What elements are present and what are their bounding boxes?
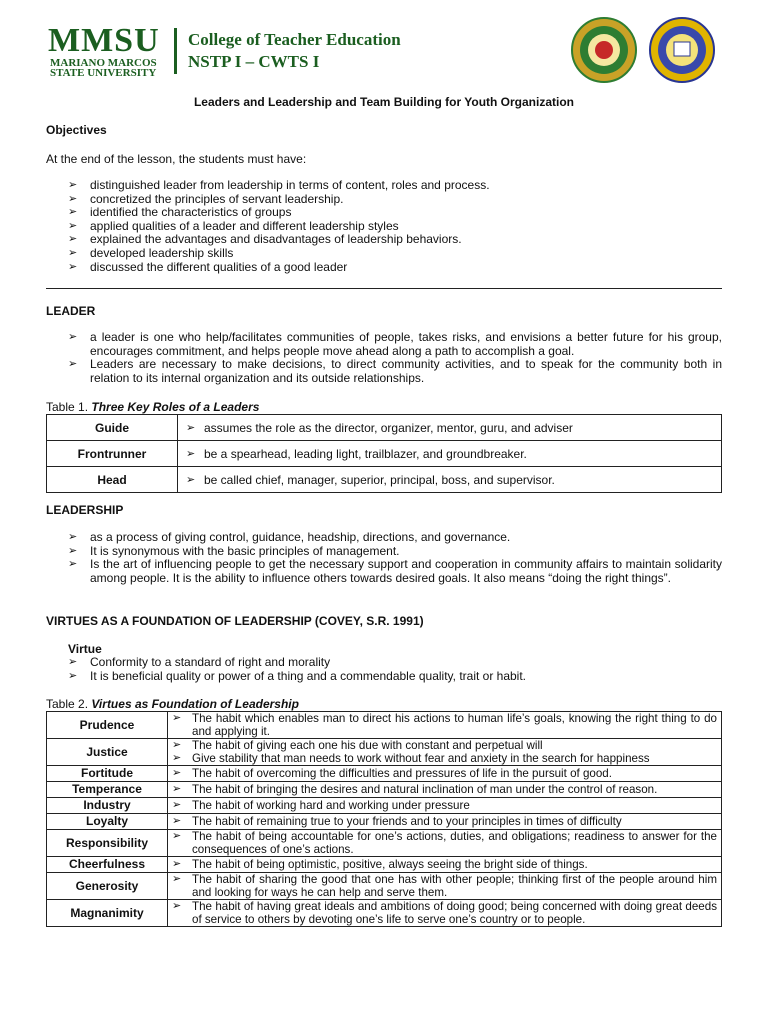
objectives-heading: Objectives [46,123,107,137]
list-item: ➢ It is synonymous with the basic principles of management. [68,545,722,559]
list-item: ➢ Is the art of influencing people to get the necessary support and cooperation in community affairs to maintain solidarity among people. It is the ability to influence others towards desired goals. It also means “doing the right things”. [68,558,722,585]
virtue-cell: Temperance [47,782,168,798]
virtues-table [46,711,722,927]
table-row [47,739,722,766]
list-item: ➢ discussed the different qualities of a good leader [68,261,708,275]
virtue-desc-cell [168,712,722,739]
virtue-desc-line: ➢ The habit of being optimistic, positive, always seeing the bright side of things. [192,858,717,871]
virtue-cell: Generosity [47,873,168,900]
table-row [47,467,722,493]
virtue-desc-cell [168,782,722,798]
university-seal-icon [570,16,638,84]
table1-label: Table 1. [46,400,89,414]
list-item: ➢ identified the characteristics of groups [68,206,708,220]
virtue-desc-cell [168,900,722,927]
objectives-intro: At the end of the lesson, the students must have: [46,152,307,166]
table2-caption [46,697,299,711]
document-title: Leaders and Leadership and Team Building for Youth Organization [193,95,575,109]
virtue-cell: Fortitude [47,766,168,782]
list-item: ➢ It is beneficial quality or power of a thing and a commendable quality, trait or habit. [68,670,722,684]
table-row [47,830,722,857]
virtue-desc-cell [168,873,722,900]
table1-caption [46,400,259,414]
list-item: ➢ Conformity to a standard of right and morality [68,656,722,670]
virtue-cell: Loyalty [47,814,168,830]
virtue-desc-line: ➢ The habit of bringing the desires and natural inclination of man under the control of reason. [192,783,717,796]
table-row [47,441,722,467]
university-name-line2: STATE UNIVERSITY [50,67,157,79]
list-item: ➢ as a process of giving control, guidance, headship, directions, and governance. [68,531,722,545]
virtue-cell: Justice [47,739,168,766]
leadership-heading: LEADERSHIP [46,503,124,517]
table-row [47,900,722,927]
virtue-desc-line: ➢ The habit of remaining true to your friends and to your principles in times of difficulty [192,815,717,828]
role-desc-cell: ➢ assumes the role as the director, organizer, mentor, guru, and adviser [178,415,722,441]
virtue-desc-line: ➢ The habit of giving each one his due with constant and perpetual will [192,739,717,752]
virtue-desc-line: ➢ Give stability that man needs to work without fear and anxiety in the search for happiness [192,752,717,765]
table-row [47,873,722,900]
table2-title: Virtues as Foundation of Leadership [91,697,299,711]
role-desc-cell: ➢ be called chief, manager, superior, principal, boss, and supervisor. [178,467,722,493]
list-item: ➢ concretized the principles of servant leadership. [68,193,708,207]
header-divider [174,28,177,74]
virtue-desc-cell [168,857,722,873]
virtue-desc-cell [168,798,722,814]
table-row [47,766,722,782]
list-item: ➢ developed leadership skills [68,247,708,261]
virtue-list [68,656,722,683]
virtue-desc-line: ➢ The habit which enables man to direct his actions to human life’s goals, knowing the right thing to do and applying it. [192,712,717,738]
virtue-desc-line: ➢ The habit of overcoming the difficulties and pressures of life in the pursuit of good. [192,767,717,780]
role-cell: Frontrunner [47,441,178,467]
table-row [47,814,722,830]
college-name: College of Teacher Education [188,30,401,49]
college-seal-icon [648,16,716,84]
table-row [47,857,722,873]
list-item: ➢ explained the advantages and disadvantages of leadership behaviors. [68,233,708,247]
table2-label: Table 2. [46,697,89,711]
virtues-heading: VIRTUES AS A FOUNDATION OF LEADERSHIP (COVEY, S.R. 1991) [46,614,424,628]
virtue-cell: Magnanimity [47,900,168,927]
role-cell: Guide [47,415,178,441]
page-header [48,24,728,80]
university-name-line1: MARIANO MARCOS [50,57,157,69]
leader-list [68,331,722,385]
table-row [47,782,722,798]
objectives-list [68,179,708,274]
section-divider [46,288,722,289]
virtue-cell: Responsibility [47,830,168,857]
university-name [50,58,157,78]
university-logo-text: MMSU [48,22,160,59]
table1-title: Three Key Roles of a Leaders [91,400,260,414]
virtue-desc-line: ➢ The habit of being accountable for one’s actions, duties, and obligations; readiness to answer for the consequences of one’s actions. [192,830,717,856]
course-name: NSTP I – CWTS I [188,52,320,71]
virtue-desc-line: ➢ The habit of working hard and working under pressure [192,799,717,812]
role-desc-cell: ➢ be a spearhead, leading light, trailblazer, and groundbreaker. [178,441,722,467]
virtue-desc-line: ➢ The habit of having great ideals and ambitions of doing good; being concerned with doing great deeds of service to others by devoting one’s life to serve one’s country or to people. [192,900,717,926]
list-item: ➢ Leaders are necessary to make decisions, to direct community activities, and to speak for the community both in relation to its internal organization and its outside relationships. [68,358,722,385]
virtue-cell: Industry [47,798,168,814]
list-item: ➢ a leader is one who help/facilitates communities of people, takes risks, and envisions a better future for his group, encourages commitment, and helps people move ahead along a path to accomplish a goal. [68,331,722,358]
virtue-desc-line: ➢ The habit of sharing the good that one has with other people; thinking first of the people around him and looking for ways he can help and serve them. [192,873,717,899]
role-cell: Head [47,467,178,493]
table-row [47,798,722,814]
virtue-desc-cell [168,830,722,857]
virtue-desc-cell [168,766,722,782]
table-row [47,712,722,739]
roles-table [46,414,722,493]
virtue-cell: Cheerfulness [47,857,168,873]
virtue-desc-cell [168,739,722,766]
virtue-cell: Prudence [47,712,168,739]
list-item: ➢ distinguished leader from leadership in terms of content, roles and process. [68,179,708,193]
list-item: ➢ applied qualities of a leader and different leadership styles [68,220,708,234]
leader-heading: LEADER [46,304,96,318]
table-row [47,415,722,441]
leadership-list [68,531,722,585]
virtue-desc-cell [168,814,722,830]
virtue-subheading: Virtue [68,642,102,656]
